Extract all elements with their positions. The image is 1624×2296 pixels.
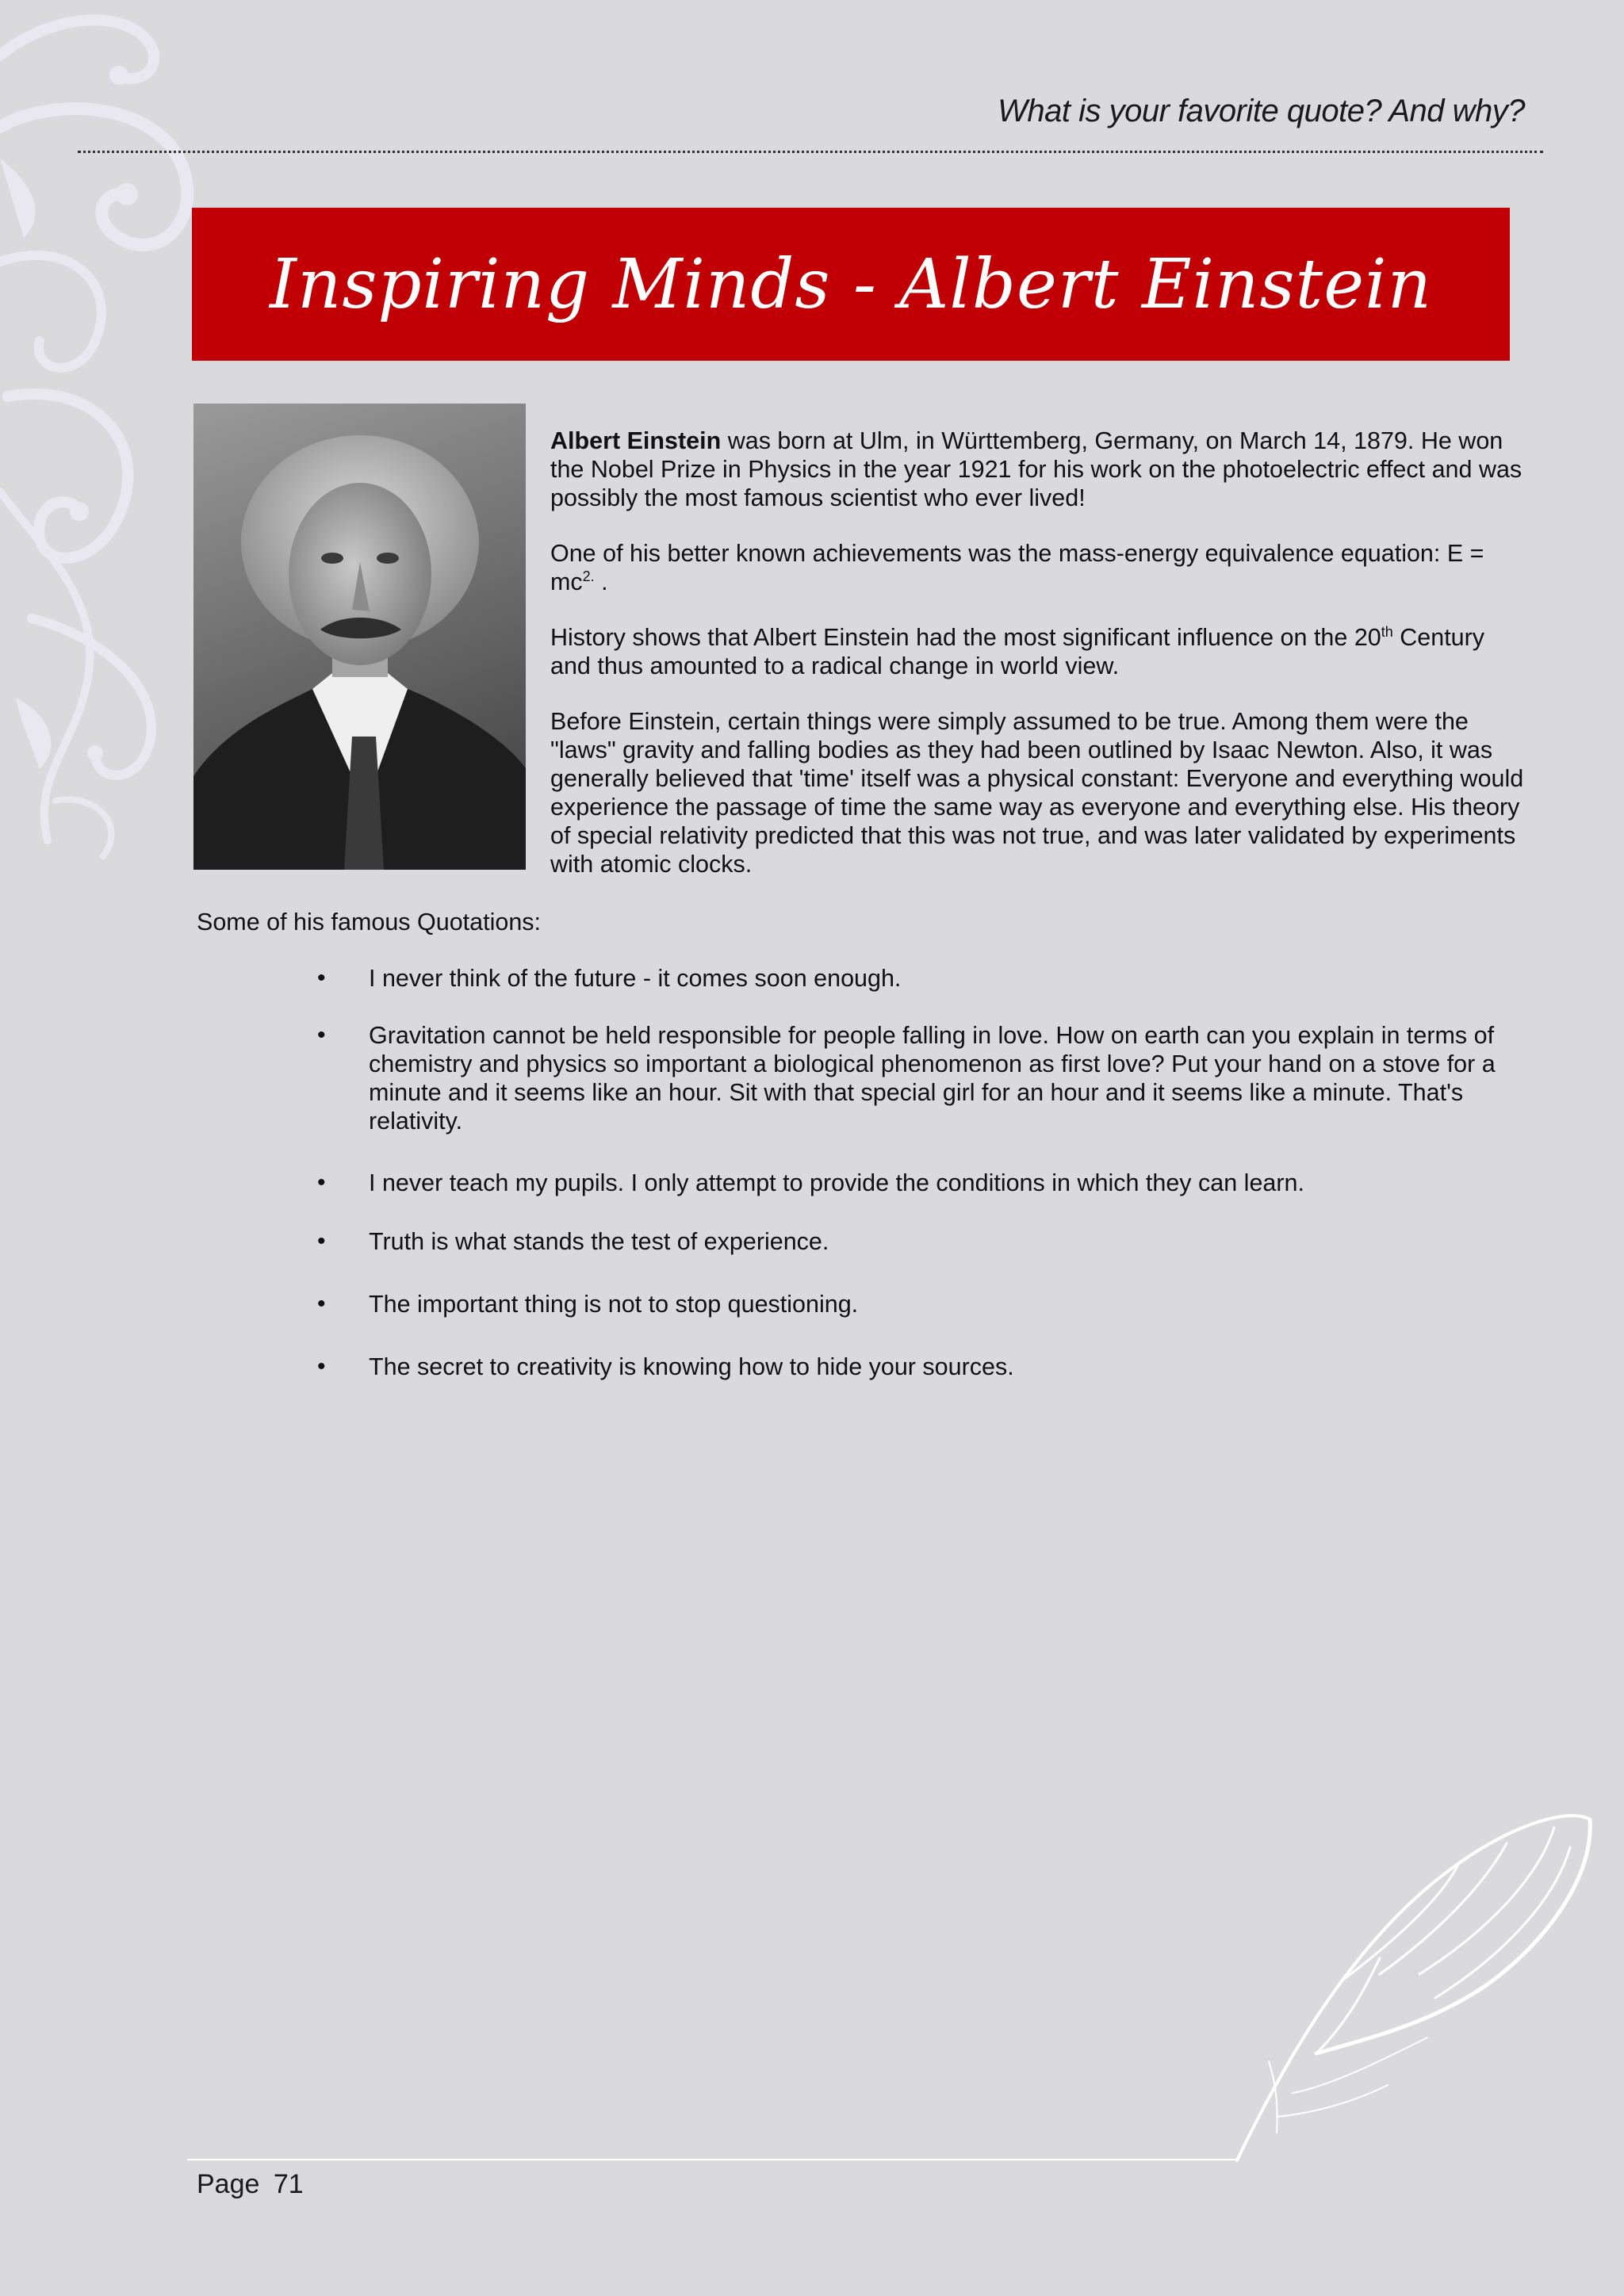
quote-item xyxy=(317,1353,1519,1381)
quotes-heading: Some of his famous Quotations: xyxy=(197,909,541,936)
bullet-icon: • xyxy=(317,1291,326,1317)
bio-paragraph-3 xyxy=(550,623,1526,680)
header-quote-prompt: What is your favorite quote? And why? xyxy=(998,94,1525,128)
bio-name: Albert Einstein xyxy=(550,427,722,454)
bio-paragraph-4: Before Einstein, certain things were simply assumed to be true. Among them were the "laws" gravity and falling bodies as they had been outlined by Isaac Newton. Also, it was generally believed that 'time' itself was a physical constant: Everyone and everything would experience the passage of time the same way as everyone and everything else. His theory of special relativity predicted that this was not true, and was later validated by experiments with atomic clocks. xyxy=(550,708,1524,878)
bio-p3-superscript: th xyxy=(1381,623,1393,640)
bullet-icon: • xyxy=(317,1228,326,1254)
bullet-icon: • xyxy=(317,1022,326,1048)
quote-text: Gravitation cannot be held responsible for people falling in love. How on earth can you explain in terms of chemistry and physics so important a biological phenomenon as first love? Put your hand on a stove for a minute and it seems like an hour. Sit with that special girl for an hour and it seems like a minute. That's relativity. xyxy=(369,1022,1496,1135)
bullet-icon: • xyxy=(317,1353,326,1380)
bio-p2-text: One of his better known achievements was the mass-energy equivalence equation: E = mc xyxy=(550,540,1484,595)
biography xyxy=(550,427,1526,905)
bio-p2-superscript: 2. xyxy=(582,568,595,584)
bio-paragraph-2 xyxy=(550,539,1526,596)
page-number-value: 71 xyxy=(273,2169,304,2199)
title-banner xyxy=(192,208,1510,361)
bullet-icon: • xyxy=(317,965,326,991)
header-divider xyxy=(78,151,1543,153)
quote-text: The secret to creativity is knowing how to hide your sources. xyxy=(369,1353,1014,1380)
bio-p1-text: was born at Ulm, in Württemberg, Germany, on March 14, 1879. He won the Nobel Prize in Physics in the year 1921 for his work on the photoelectric effect and was possibly the most famous scientist who ever lived! xyxy=(550,427,1522,511)
quote-item xyxy=(317,1227,1519,1256)
bio-p3-end: Century and thus amounted to a radical change in world view. xyxy=(550,624,1485,679)
page-number xyxy=(197,2169,304,2200)
portrait-illustration xyxy=(193,404,526,870)
bio-paragraph-1 xyxy=(550,427,1526,512)
quote-item xyxy=(317,1169,1519,1197)
page-label: Page xyxy=(197,2169,260,2199)
quote-text: Truth is what stands the test of experience. xyxy=(369,1228,829,1255)
banner-title: Inspiring Minds - Albert Einstein xyxy=(269,244,1433,324)
footer-divider xyxy=(187,2159,1239,2160)
quote-item xyxy=(317,1021,1519,1135)
quote-text: The important thing is not to stop questioning. xyxy=(369,1291,859,1318)
swirl-ornament xyxy=(0,0,214,936)
quote-text: I never think of the future - it comes soon enough. xyxy=(369,965,902,992)
bullet-icon: • xyxy=(317,1169,326,1196)
bio-p2-end: . xyxy=(594,568,608,595)
feather-ornament xyxy=(1221,1800,1602,2164)
einstein-portrait xyxy=(193,404,526,870)
bio-p3-text: History shows that Albert Einstein had the most significant influence on the 20 xyxy=(550,624,1381,651)
quote-item xyxy=(317,964,1519,993)
quote-text: I never teach my pupils. I only attempt to provide the conditions in which they can learn. xyxy=(369,1169,1304,1196)
quote-item xyxy=(317,1290,1519,1318)
